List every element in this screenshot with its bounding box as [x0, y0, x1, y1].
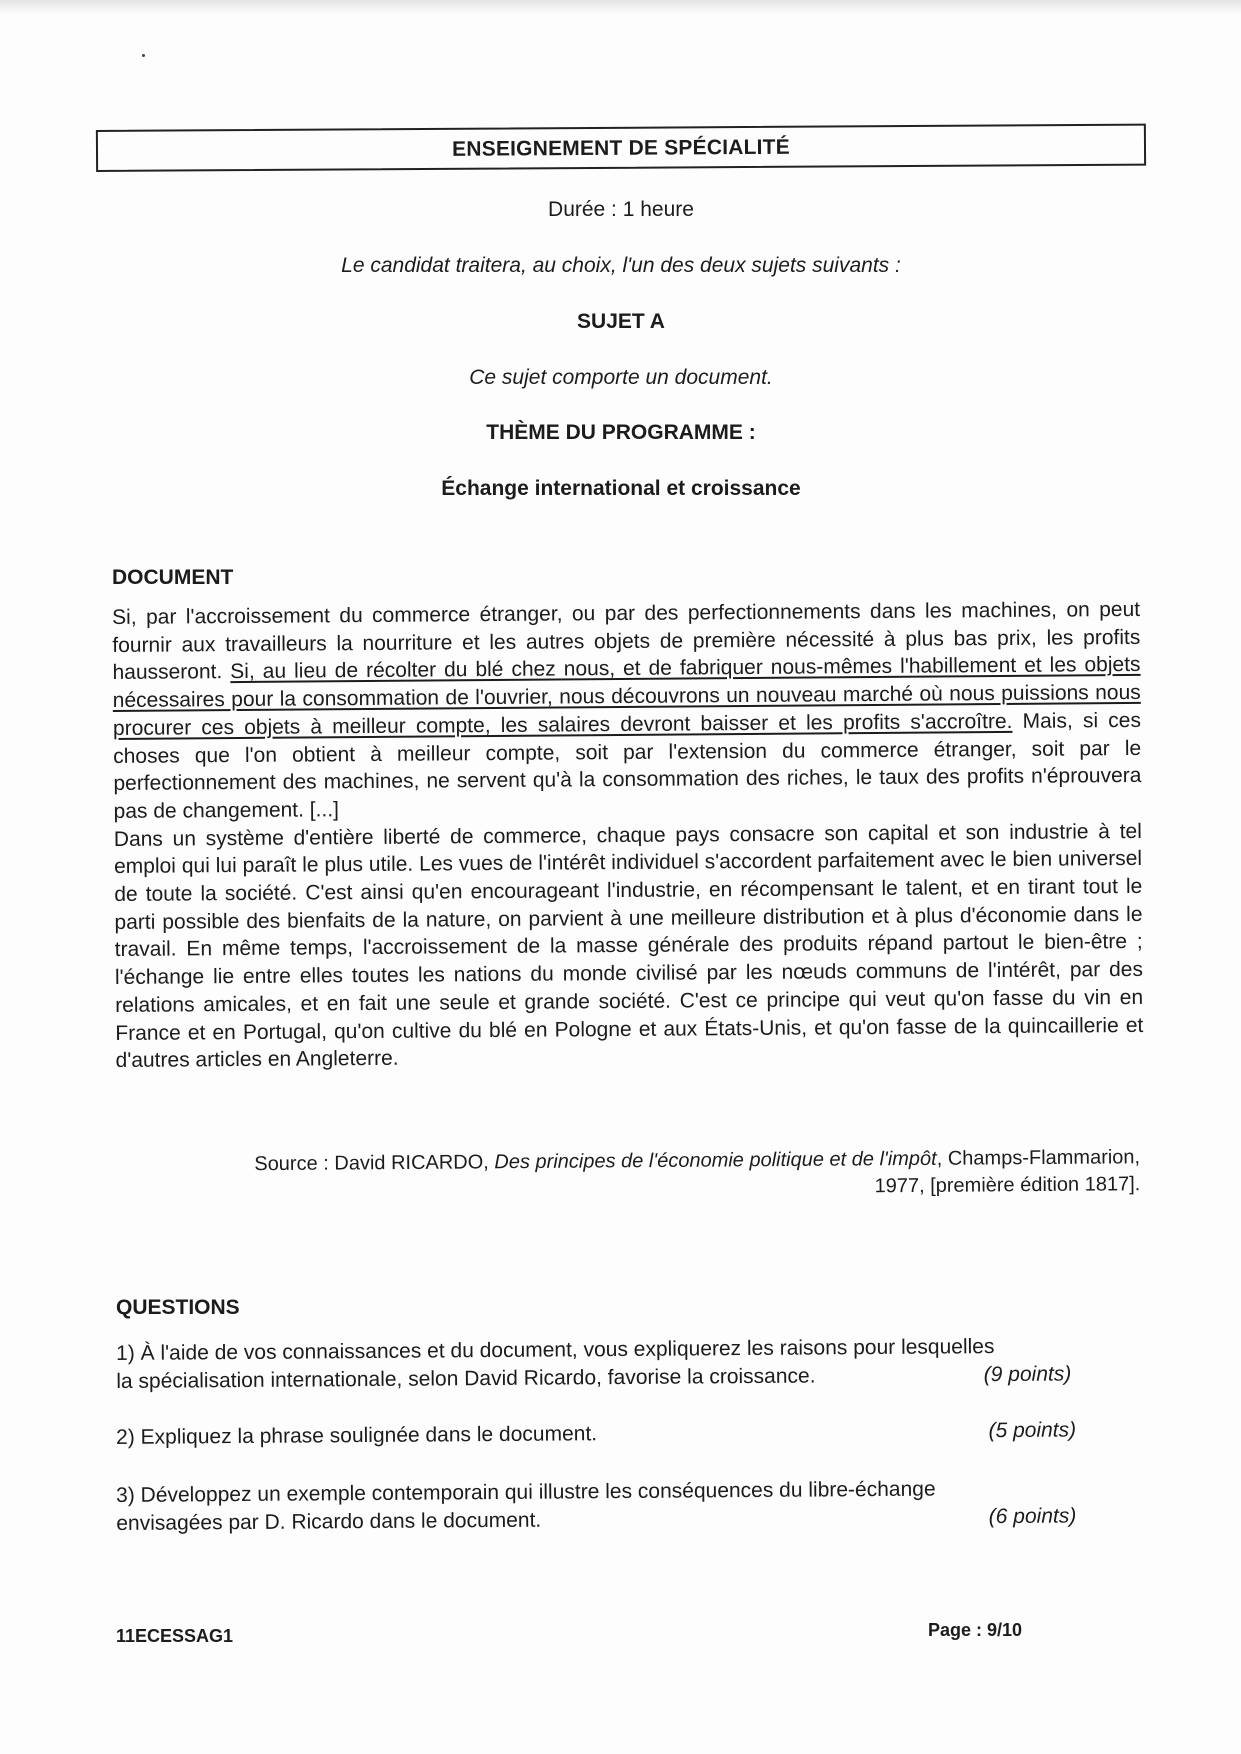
source-suffix: , Champs-Flammarion, — [936, 1146, 1141, 1170]
exam-code: 11ECESSAG1 — [116, 1626, 234, 1646]
questions-heading: QUESTIONS — [116, 1296, 240, 1319]
document-paragraph-1 — [112, 596, 1142, 826]
underlined-sentence: Si, au lieu de récolter du blé chez nous, et de fabriquer nous-mêmes l'habillement et les objets nécessaires pour la consommation de l'ouvrier, nous découvrons un nouveau marché où nous puissions nous procurer ces objets à meilleur compte, les salaires devront baisser et les profits s'accroître. — [112, 653, 1141, 740]
question-1 — [116, 1332, 1126, 1396]
source-prefix: Source : David RICARDO, — [254, 1151, 495, 1176]
document-text — [112, 596, 1144, 1075]
question-2 — [116, 1416, 1076, 1452]
scan-speck — [142, 54, 145, 57]
subject-note: Ce sujet comporte un document. — [469, 366, 773, 389]
subject-label: SUJET A — [577, 310, 665, 333]
paragraph-1-end: Mais, si ces choses que l'on obtient à meilleur compte, soit par l'extension du commerce étranger, soit par le perfectionnement des machines, ne servent qu'à la consommation des riches, le taux des profits n'éprouvera pas de changement. [...] — [113, 708, 1142, 823]
theme-title: Échange international et croissance — [441, 477, 801, 500]
theme-heading: THÈME DU PROGRAMME : — [486, 421, 756, 444]
source-line-2: 1977, [première édition 1817]. — [874, 1173, 1141, 1198]
question-2-text: 2) Expliquez la phrase soulignée dans le document. — [116, 1422, 598, 1449]
page-number: Page : 9/10 — [928, 1620, 1023, 1640]
question-1-points: (9 points) — [983, 1362, 1072, 1387]
paragraph-1-start: Si, par l'accroissement du commerce étranger, ou par des perfectionnements dans les machines, on peut fournir aux travailleurs la nourriture et les autres objets de première nécessité à plus bas prix, les profits hausseront. — [112, 597, 1141, 685]
document-heading: DOCUMENT — [112, 566, 234, 589]
question-3-points: (6 points) — [988, 1504, 1077, 1529]
question-2-row — [116, 1416, 1076, 1452]
question-3 — [116, 1474, 1076, 1538]
question-1-line-2: la spécialisation internationale, selon David Ricardo, favorise la croissance. — [116, 1364, 816, 1393]
header-title: ENSEIGNEMENT DE SPÉCIALITÉ — [452, 135, 790, 161]
question-3-line-2: envisagées par D. Ricardo dans le document. — [116, 1508, 542, 1535]
header-box — [96, 124, 1146, 172]
source-title: Des principes de l'économie politique et de l'impôt — [494, 1147, 937, 1174]
instruction: Le candidat traitera, au choix, l'un des deux sujets suivants : — [341, 254, 901, 277]
document-paragraph-2: Dans un système d'entière liberté de commerce, chaque pays consacre son capital et son industrie à tel emploi qui lui paraît le plus utile. Les vues de l'intérêt individuel s'accordent parfaitement avec le bien universel de toute la société. C'est ainsi qu'en encourageant l'industrie, en récompensant le talent, et en tirant tout le parti possible des bienfaits de la nature, on parvient à une meilleure distribution et à plus d'économie dans le travail. En même temps, l'accroissement de la masse générale des produits répand partout le bien-être ; l'échange lie entre elles toutes les nations du monde civilisé par les nœuds communs de l'intérêt, par des relations amicales, et en fait une seule et grande société. C'est ce principe qui veut qu'on fasse du vin en France et en Portugal, qu'on cultive du blé en Pologne et aux États-Unis, et qu'on fasse de la quincaillerie et d'autres articles en Angleterre. — [113, 819, 1144, 1073]
document-source — [150, 1144, 1140, 1206]
question-1-line-1: 1) À l'aide de vos connaissances et du document, vous expliquerez les raisons pour lesquelles — [116, 1335, 995, 1365]
duration: Durée : 1 heure — [548, 198, 694, 221]
question-2-points: (5 points) — [988, 1418, 1077, 1443]
scan-shadow — [0, 0, 1241, 14]
question-3-line-1: 3) Développez un exemple contemporain qui illustre les conséquences du libre-échange — [116, 1477, 936, 1507]
